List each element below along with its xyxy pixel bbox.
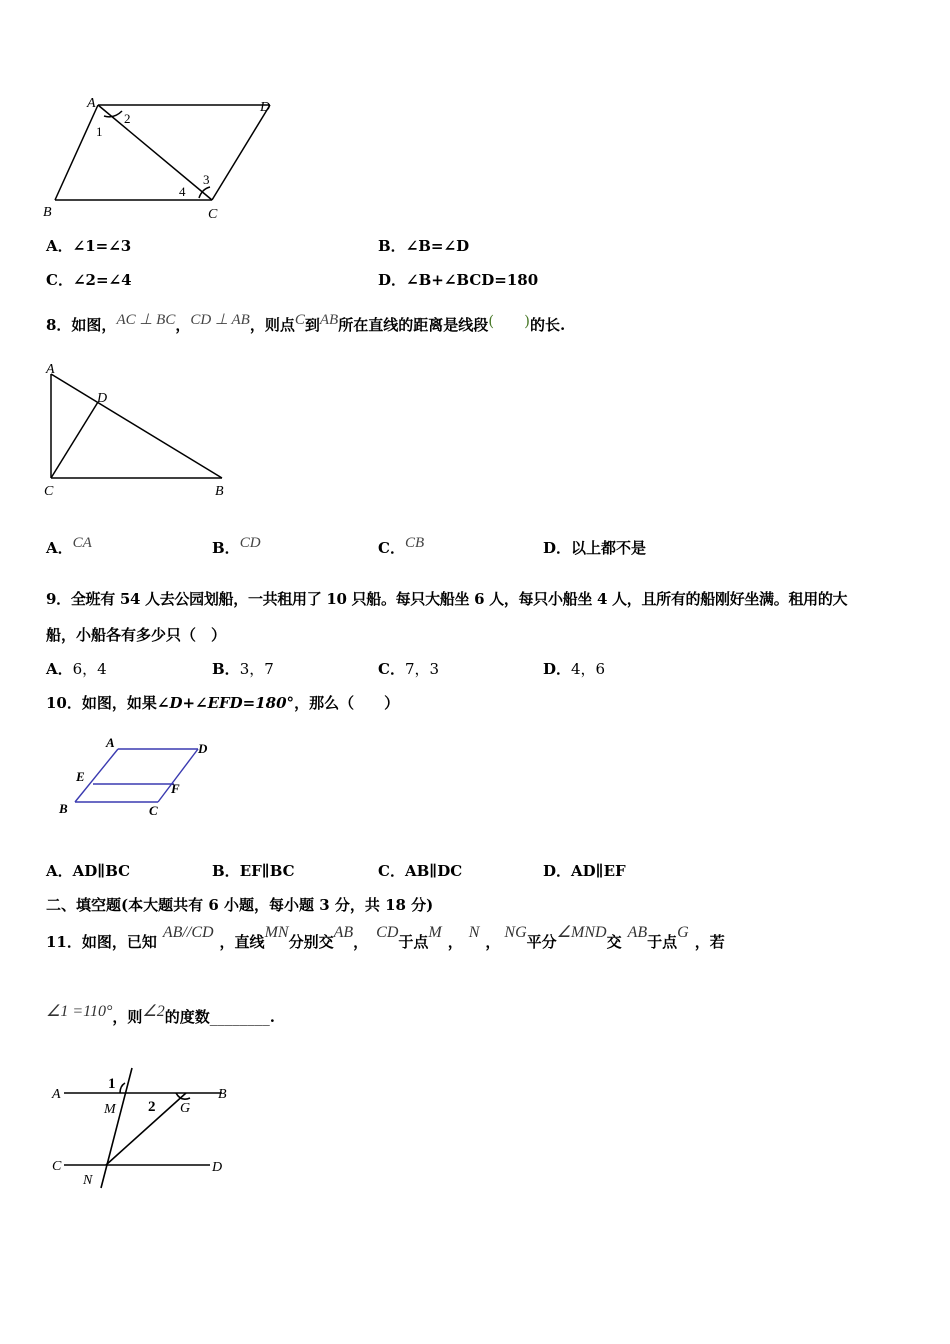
- q8-option-a-text: CA: [72, 535, 92, 551]
- q8-paren: ( ): [488, 312, 530, 330]
- q8-text2: 到: [304, 316, 320, 334]
- q11-m4: CD: [376, 924, 399, 941]
- q11-prefix: 11．如图，已知: [46, 933, 157, 951]
- q11-t10: ，若: [694, 933, 725, 951]
- q9-option-a[interactable]: [46, 659, 107, 679]
- q8-option-c-letter: C．: [378, 539, 405, 557]
- q7-fig-angle1: 1: [96, 124, 103, 139]
- q10-option-c[interactable]: [378, 861, 462, 881]
- q9-option-d[interactable]: [543, 659, 605, 679]
- q7-option-a-text: ∠1=∠3: [72, 237, 132, 255]
- q11-m3: AB: [333, 924, 354, 941]
- q11-t3: ，: [353, 933, 369, 951]
- q11-line2-m1: ∠1 =110°: [46, 1003, 113, 1020]
- q11-t2: 分别交: [288, 933, 334, 951]
- q8-option-b[interactable]: [212, 535, 261, 559]
- q8-option-d-text: 以上都不是: [571, 539, 647, 557]
- q10-option-b[interactable]: [212, 861, 295, 881]
- q8-fig-A: A: [46, 362, 55, 377]
- q7-option-c-text: ∠2=∠4: [72, 271, 132, 289]
- q11-fig-D: D: [212, 1160, 223, 1175]
- q8-text1: ，则点: [249, 316, 295, 334]
- q9-option-c[interactable]: [378, 659, 439, 679]
- q8-line-ab: AB: [319, 312, 339, 328]
- q11-m5: M: [428, 924, 442, 941]
- q10-figure: [40, 730, 230, 825]
- q8-option-c-text: CB: [404, 535, 425, 551]
- q7-option-c-letter: C．: [46, 271, 73, 289]
- q9-option-c-text: 7，3: [404, 660, 440, 678]
- q8-option-a[interactable]: [46, 535, 92, 559]
- q7-fig-angle2: 2: [124, 111, 131, 126]
- q11-t4: 于点: [398, 933, 429, 951]
- q11-m7: NG: [504, 924, 527, 941]
- q11-fig-angle2: 2: [148, 1099, 156, 1115]
- q11-fig-N: N: [83, 1173, 93, 1188]
- q8-option-c[interactable]: [378, 535, 425, 559]
- q11-fig-C: C: [52, 1159, 62, 1174]
- q10-suffix: ，那么（ ）: [294, 694, 400, 712]
- q10-option-b-text: EF∥BC: [239, 862, 295, 880]
- q7-figure: [40, 95, 290, 225]
- q10-stem: [46, 693, 399, 713]
- q11-t5: ，: [447, 933, 463, 951]
- q8-cond1: AC ⊥ BC: [116, 312, 176, 328]
- q9-option-b[interactable]: [212, 659, 274, 679]
- q7-option-c[interactable]: [46, 270, 132, 290]
- q10-option-a-text: AD∥BC: [72, 862, 131, 880]
- q11-m6: N: [468, 924, 480, 941]
- q9-option-c-letter: C．: [378, 660, 405, 678]
- q7-fig-angle4: 4: [179, 184, 186, 199]
- q11-fig-G: G: [180, 1101, 191, 1116]
- q10-option-d-letter: D．: [543, 862, 572, 880]
- q8-cond2: CD ⊥ AB: [190, 312, 250, 328]
- q10-option-d[interactable]: [543, 861, 626, 881]
- q8-text4: 的长.: [529, 316, 566, 334]
- q9-stem-line2: 船，小船各有多少只（ ）: [46, 626, 227, 644]
- q11-m10: G: [677, 924, 689, 941]
- q8-fig-B: B: [215, 484, 224, 499]
- q11-t1: ，直线: [219, 933, 265, 951]
- q8-fig-C: C: [44, 484, 54, 499]
- q10-option-a[interactable]: [46, 861, 130, 881]
- q7-fig-D: D: [260, 100, 271, 115]
- q10-option-a-letter: A．: [46, 862, 73, 880]
- q7-option-d[interactable]: [378, 270, 538, 290]
- q11-end: .: [269, 1008, 275, 1026]
- q9-stem-line1: 9．全班有 54 人去公园划船，一共租用了 10 只船。每只大船坐 6 人，每只小船坐 4 人，且所有的船刚好坐满。租用的大: [46, 590, 848, 608]
- q11-fig-B: B: [218, 1087, 227, 1102]
- q11-answer-blank[interactable]: ________: [209, 1008, 270, 1026]
- q10-option-d-text: AD∥EF: [571, 862, 626, 880]
- q11-t8: 交: [606, 933, 622, 951]
- q7-fig-angle3: 3: [203, 172, 210, 187]
- section2-title: 二、填空题(本大题共有 6 小题，每小题 3 分，共 18 分): [46, 896, 434, 914]
- q11-stem-line1: [46, 924, 725, 953]
- q11-fig-angle1: 1: [108, 1076, 116, 1092]
- q10-fig-A: A: [106, 735, 115, 750]
- q7-fig-A: A: [87, 96, 96, 111]
- q8-fig-D: D: [97, 391, 108, 406]
- q9-option-b-text: 3，7: [239, 660, 274, 678]
- q10-option-c-letter: C．: [378, 862, 405, 880]
- q11-fig-A: A: [52, 1087, 61, 1102]
- q11-m1: AB//CD: [162, 924, 214, 941]
- q7-option-a[interactable]: [46, 236, 131, 256]
- q10-option-b-letter: B．: [212, 862, 240, 880]
- q7-option-b-letter: B．: [378, 237, 406, 255]
- q11-m9: AB: [627, 924, 648, 941]
- q10-fig-C: C: [149, 803, 158, 818]
- q10-option-c-text: AB∥DC: [404, 862, 463, 880]
- q7-option-d-letter: D．: [378, 271, 407, 289]
- q10-fig-F: F: [171, 781, 180, 796]
- q8-point-c: C: [294, 312, 305, 328]
- q10-prefix: 10．如图，如果: [46, 694, 157, 712]
- q10-fig-D: D: [198, 741, 208, 756]
- q9-option-a-text: 6，4: [72, 660, 107, 678]
- q8-text3: 所在直线的距离是线段: [338, 316, 489, 334]
- q11-m2: MN: [264, 924, 289, 941]
- q8-option-d-letter: D．: [543, 539, 572, 557]
- q7-option-b-text: ∠B=∠D: [405, 237, 470, 255]
- q8-option-b-letter: B．: [212, 539, 240, 557]
- q7-option-d-text: ∠B+∠BCD=180: [406, 271, 539, 289]
- q11-t7: 平分: [526, 933, 557, 951]
- q9-option-d-letter: D．: [543, 660, 572, 678]
- q8-prefix: 8．如图，: [46, 316, 117, 334]
- q11-t6: ，: [485, 933, 501, 951]
- q8-sep: ，: [175, 316, 191, 334]
- q7-fig-C: C: [208, 207, 218, 222]
- q7-option-b[interactable]: [378, 236, 469, 256]
- q7-option-a-letter: A．: [46, 237, 73, 255]
- q8-option-d[interactable]: [543, 538, 646, 558]
- q10-fig-B: B: [59, 801, 68, 816]
- q9-option-a-letter: A．: [46, 660, 73, 678]
- q11-t9: 于点: [647, 933, 678, 951]
- q11-stem-line2: [46, 1003, 275, 1028]
- q8-figure: [40, 360, 240, 500]
- q11-line2-t2: 的度数: [164, 1008, 210, 1026]
- q7-fig-B: B: [43, 205, 52, 220]
- q11-line2-m2: ∠2: [142, 1003, 165, 1020]
- q11-m8: ∠MND: [556, 924, 607, 941]
- q11-fig-M: M: [104, 1102, 116, 1117]
- q8-option-a-letter: A．: [46, 539, 73, 557]
- q9-option-b-letter: B．: [212, 660, 240, 678]
- q11-line2-t1: ，则: [112, 1008, 143, 1026]
- q9-option-d-text: 4，6: [571, 660, 606, 678]
- q10-fig-E: E: [76, 769, 85, 784]
- q8-stem: [46, 312, 566, 336]
- q11-figure: [40, 1060, 250, 1195]
- q10-cond: ∠D+∠EFD=180°: [156, 694, 295, 712]
- q8-option-b-text: CD: [239, 535, 261, 551]
